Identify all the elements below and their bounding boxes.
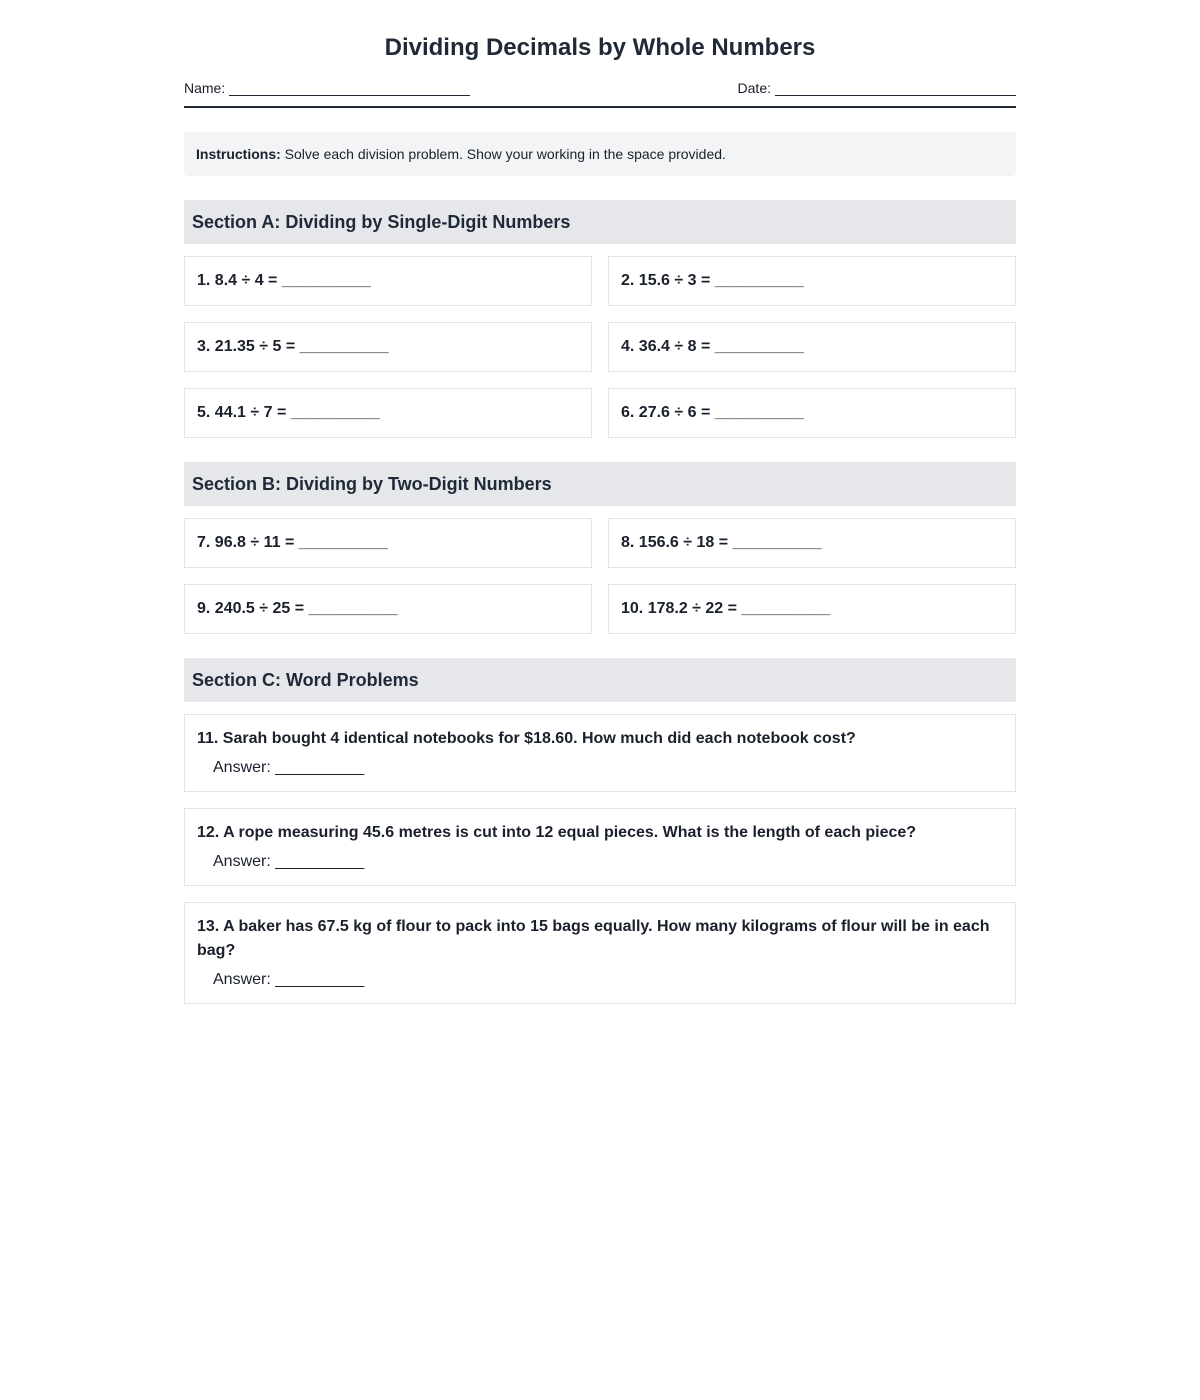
problem-9[interactable]: 9. 240.5 ÷ 25 = __________: [184, 584, 592, 634]
worksheet-page: [184, 0, 1016, 1004]
problem-2[interactable]: 2. 15.6 ÷ 3 = __________: [608, 256, 1016, 306]
name-field: [184, 80, 470, 96]
date-line[interactable]: [775, 81, 1016, 96]
problem-4[interactable]: 4. 36.4 ÷ 8 = __________: [608, 322, 1016, 372]
date-label: Date:: [737, 80, 771, 96]
problem-6[interactable]: 6. 27.6 ÷ 6 = __________: [608, 388, 1016, 438]
problem-3[interactable]: 3. 21.35 ÷ 5 = __________: [184, 322, 592, 372]
word-problem-answer[interactable]: Answer: __________: [213, 853, 365, 870]
problem-7[interactable]: 7. 96.8 ÷ 11 = __________: [184, 518, 592, 568]
date-field: [738, 80, 1016, 96]
problem-1[interactable]: 1. 8.4 ÷ 4 = __________: [184, 256, 592, 306]
word-problem-11: [184, 714, 1016, 792]
word-problem-question: 13. A baker has 67.5 kg of flour to pack into 15 bags equally. How many kilograms of flour will be in each bag?: [197, 918, 990, 959]
word-problem-answer[interactable]: Answer: __________: [213, 971, 365, 988]
word-problem-question: 11. Sarah bought 4 identical notebooks for $18.60. How much did each notebook cost?: [197, 730, 856, 747]
section-b-problems: [184, 518, 1016, 634]
instructions-text: Solve each division problem. Show your working in the space provided.: [284, 146, 726, 162]
section-c-header: Section C: Word Problems: [184, 658, 1016, 702]
name-label: Name:: [184, 80, 226, 96]
word-problem-13: [184, 902, 1016, 1004]
section-c-problems: [184, 714, 1016, 1004]
word-problem-question: 12. A rope measuring 45.6 metres is cut into 12 equal pieces. What is the length of each piece?: [197, 824, 917, 841]
problem-10[interactable]: 10. 178.2 ÷ 22 = __________: [608, 584, 1016, 634]
instructions-box: [184, 132, 1016, 176]
page-title: Dividing Decimals by Whole Numbers: [384, 34, 816, 61]
student-info-row: [184, 80, 1016, 108]
name-line[interactable]: [229, 81, 470, 96]
word-problem-12: [184, 808, 1016, 886]
section-b-header: Section B: Dividing by Two-Digit Numbers: [184, 462, 1016, 506]
section-a-problems: [184, 256, 1016, 438]
problem-8[interactable]: 8. 156.6 ÷ 18 = __________: [608, 518, 1016, 568]
instructions-label: Instructions:: [196, 146, 281, 162]
section-a-header: Section A: Dividing by Single-Digit Numbers: [184, 200, 1016, 244]
problem-5[interactable]: 5. 44.1 ÷ 7 = __________: [184, 388, 592, 438]
word-problem-answer[interactable]: Answer: __________: [213, 759, 365, 776]
